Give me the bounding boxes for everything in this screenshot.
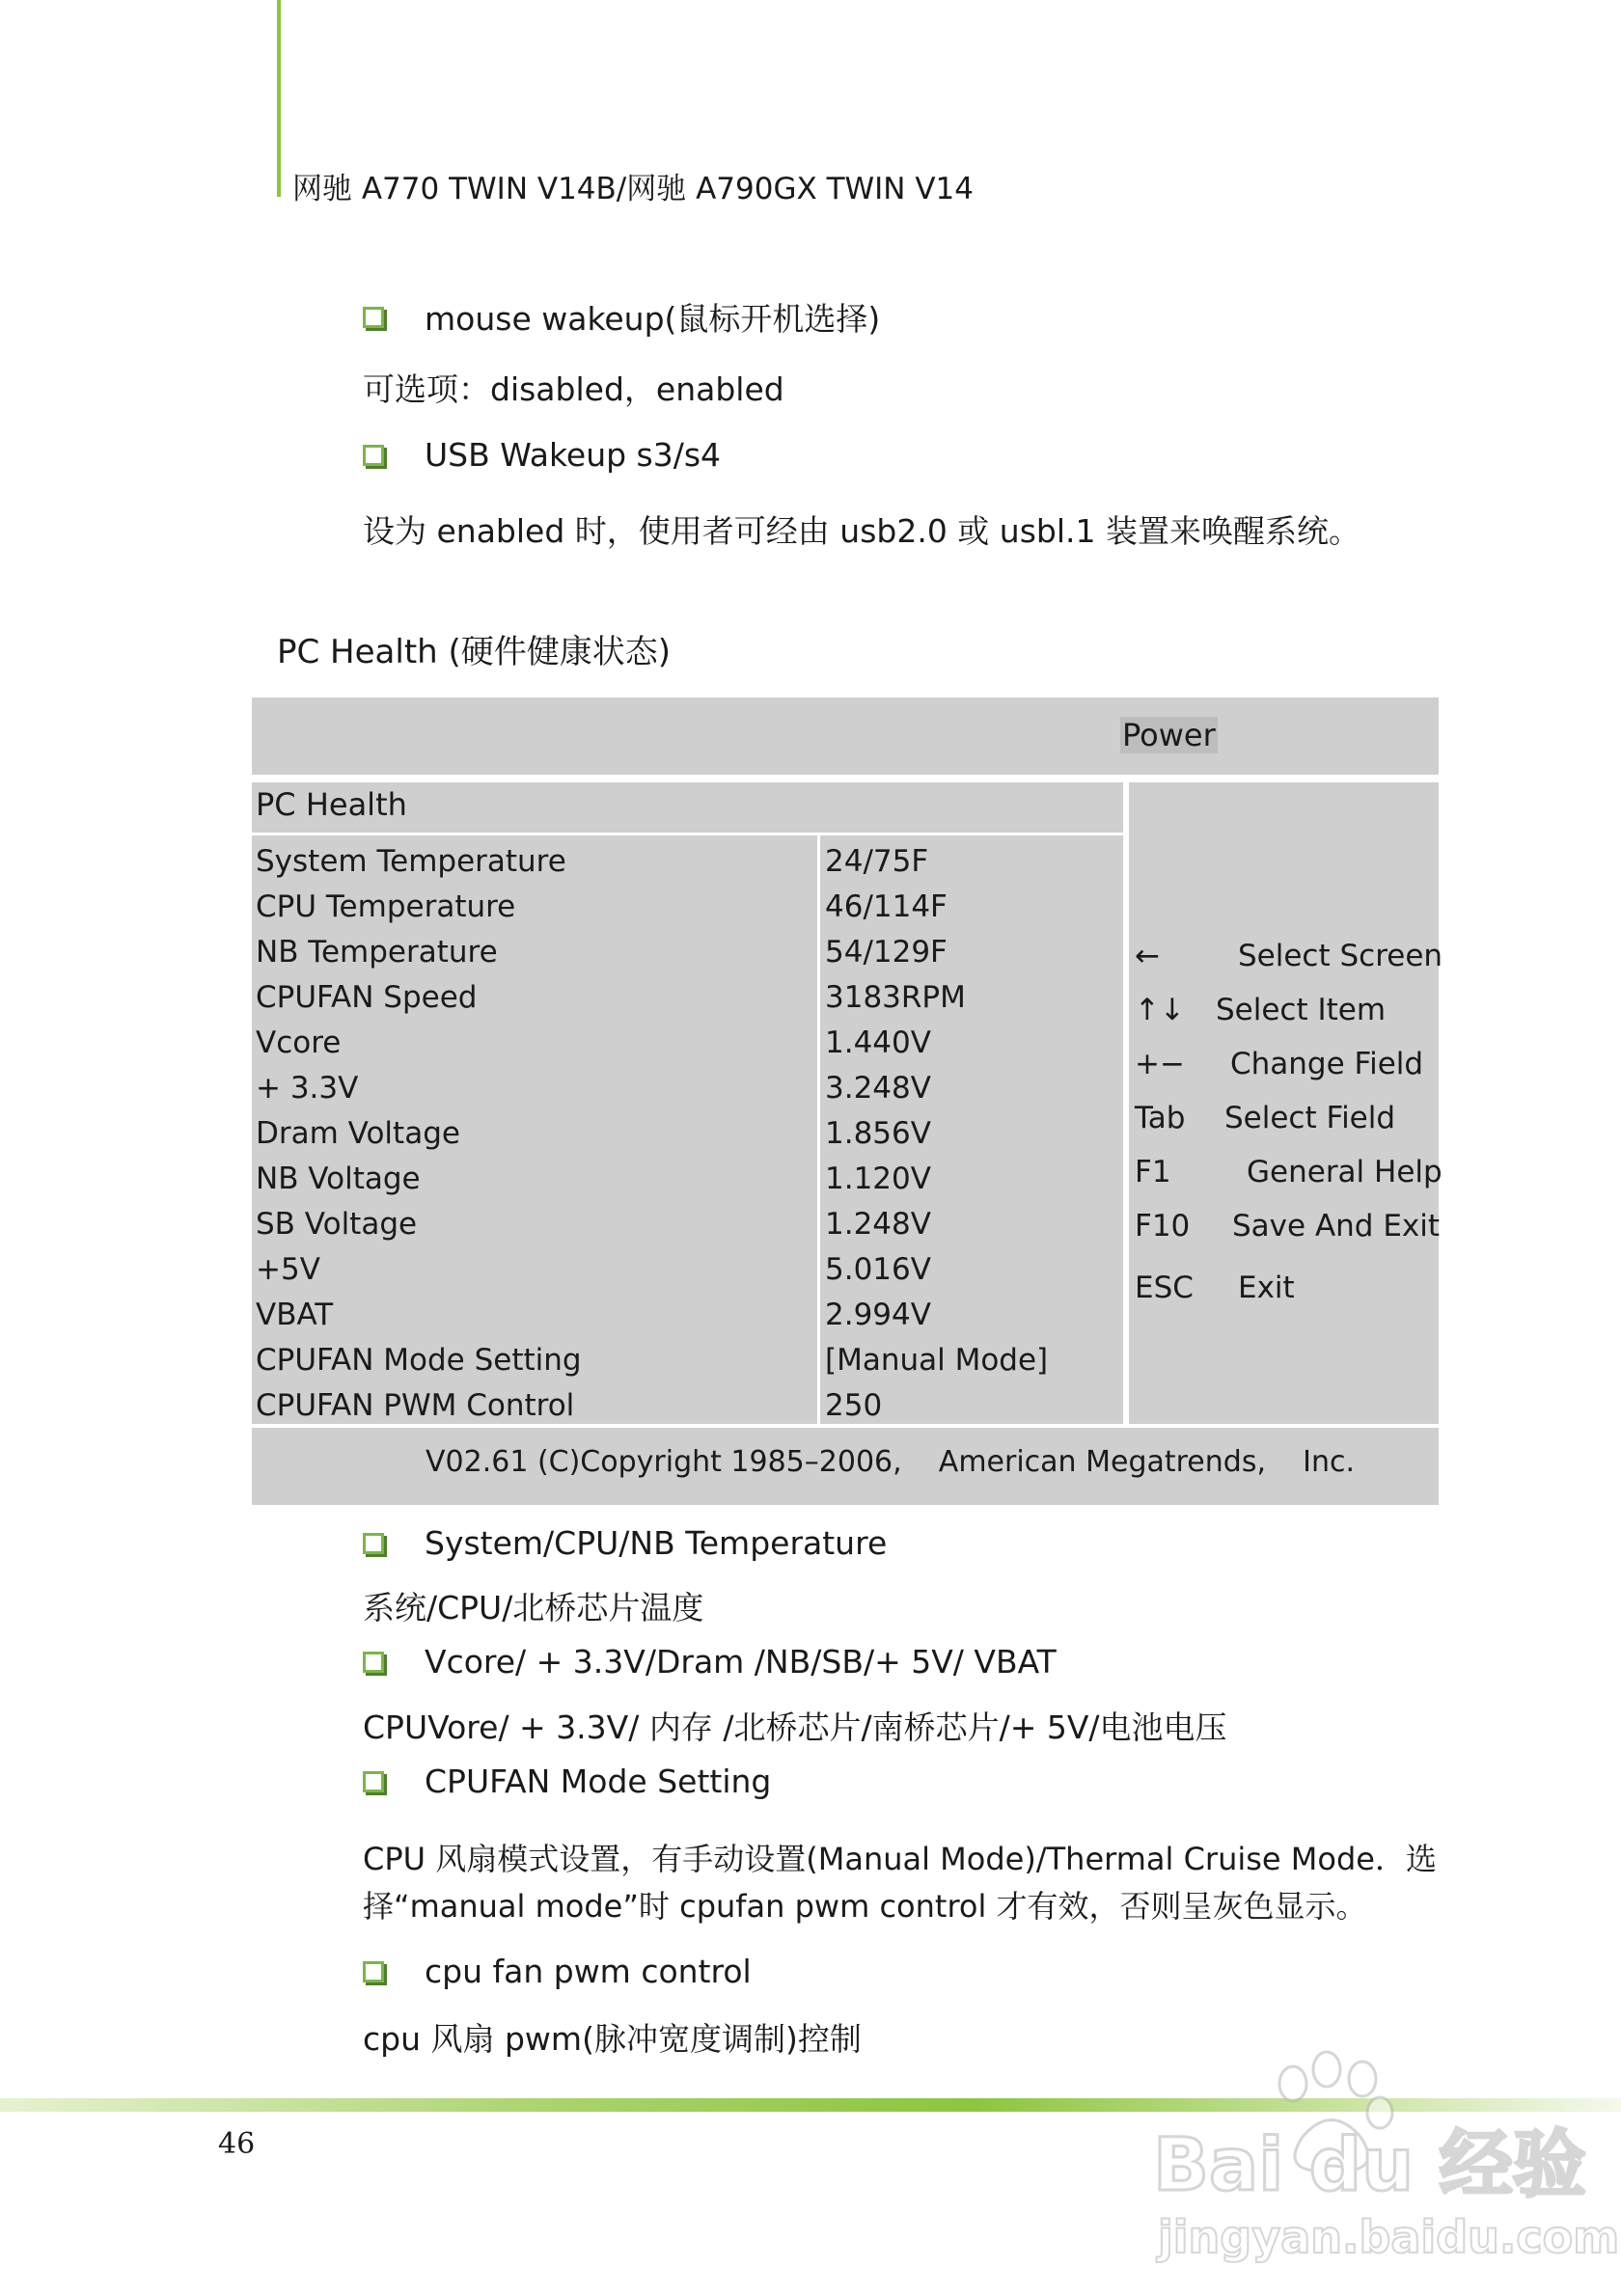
- mouse-wakeup-options: 可选项：disabled，enabled: [363, 370, 784, 408]
- row-value: 1.120V: [825, 1162, 931, 1196]
- checkbox-bullet-icon: [363, 307, 384, 328]
- bullet-voltages: [363, 1643, 1057, 1681]
- cpufan-mode-desc-line2: 择“manual mode”时 cpufan pwm control 才有效，否则呈灰色显示。: [363, 1888, 1367, 1925]
- row-value: 46/114F: [825, 889, 948, 924]
- row-label: NB Voltage: [256, 1162, 421, 1196]
- left-arrow-icon: ←: [1135, 939, 1160, 973]
- bullet-pwm-control: [363, 1953, 752, 1990]
- cpufan-mode-setting-value[interactable]: [Manual Mode]: [825, 1343, 1049, 1378]
- temperature-desc: 系统/CPU/北桥芯片温度: [363, 1589, 704, 1626]
- pwm-control-desc: cpu 风扇 pwm(脉冲宽度调制)控制: [363, 2020, 862, 2058]
- page-header-title: 网驰 A770 TWIN V14B/网驰 A790GX TWIN V14: [292, 172, 974, 206]
- bullet-text: mouse wakeup(鼠标开机选择): [425, 300, 881, 338]
- bios-main-panel: [252, 782, 1123, 1424]
- row-label: Dram Voltage: [256, 1116, 460, 1151]
- section-title: PC Health (硬件健康状态): [277, 633, 672, 671]
- row-value: 1.856V: [825, 1116, 931, 1151]
- checkbox-bullet-icon: [363, 445, 384, 466]
- row-value: 3.248V: [825, 1071, 931, 1106]
- watermark-brand: Bai du 经验: [1153, 2121, 1586, 2207]
- row-value: 1.440V: [825, 1025, 931, 1060]
- help-desc: Save And Exit: [1232, 1209, 1441, 1244]
- header-accent-bar: [277, 0, 281, 197]
- row-value: 54/129F: [825, 935, 948, 970]
- voltages-desc: CPUVore/ + 3.3V/ 内存 /北桥芯片/南桥芯片/+ 5V/电池电压: [363, 1708, 1227, 1746]
- row-label: NB Temperature: [256, 935, 498, 970]
- divider: [817, 835, 820, 1424]
- row-label: Vcore: [256, 1025, 342, 1060]
- watermark-url: jingyan.baidu.com: [1158, 2211, 1620, 2263]
- help-key: F1: [1135, 1155, 1171, 1189]
- cpufan-pwm-control-label[interactable]: CPUFAN PWM Control: [256, 1388, 575, 1423]
- bullet-temperature: [363, 1524, 887, 1562]
- bios-footer: [252, 1428, 1439, 1505]
- row-value: 5.016V: [825, 1252, 931, 1287]
- help-desc: Exit: [1238, 1271, 1295, 1305]
- checkbox-bullet-icon: [363, 1961, 384, 1982]
- page-number: 46: [218, 2127, 256, 2161]
- bullet-mouse-wakeup: [363, 294, 880, 340]
- row-value: 2.994V: [825, 1298, 931, 1332]
- checkbox-bullet-icon: [363, 1652, 384, 1673]
- bios-copyright: V02.61 (C)Copyright 1985–2006, American Megatrends, Inc.: [426, 1445, 1356, 1479]
- cpufan-mode-desc-line1: CPU 风扇模式设置，有手动设置(Manual Mode)/Thermal Cruise Mode．选: [363, 1841, 1437, 1877]
- bios-help-panel: [1129, 782, 1443, 1424]
- row-value: 1.248V: [825, 1207, 931, 1242]
- row-label: CPUFAN Speed: [256, 980, 478, 1015]
- bios-panel-title: PC Health: [256, 786, 407, 823]
- row-label: VBAT: [256, 1298, 334, 1332]
- baidu-paw-watermark-icon: [1148, 2045, 1620, 2267]
- usb-wakeup-desc: 设为 enabled 时，使用者可经由 usb2.0 或 usbl.1 装置来唤醒系统。: [363, 512, 1360, 550]
- help-key: ESC: [1135, 1271, 1194, 1305]
- row-label: CPU Temperature: [256, 889, 516, 924]
- row-label: System Temperature: [256, 844, 566, 879]
- checkbox-bullet-icon: [363, 1533, 384, 1554]
- bullet-text: cpu fan pwm control: [425, 1953, 752, 1990]
- bullet-usb-wakeup: [363, 436, 721, 474]
- bullet-text: CPUFAN Mode Setting: [425, 1763, 772, 1800]
- cpufan-pwm-control-value[interactable]: 250: [825, 1388, 883, 1423]
- cpufan-mode-setting-label[interactable]: CPUFAN Mode Setting: [256, 1343, 582, 1378]
- help-desc: Change Field: [1230, 1047, 1424, 1081]
- help-key: +−: [1135, 1047, 1185, 1081]
- help-desc: Select Screen: [1238, 939, 1443, 973]
- help-desc: Select Item: [1216, 993, 1387, 1027]
- bullet-text: USB Wakeup s3/s4: [425, 436, 722, 474]
- checkbox-bullet-icon: [363, 1771, 384, 1792]
- help-desc: Select Field: [1224, 1101, 1396, 1135]
- bullet-text: Vcore/ + 3.3V/Dram /NB/SB/+ 5V/ VBAT: [425, 1643, 1057, 1681]
- row-value: 24/75F: [825, 844, 929, 879]
- bullet-cpufan-mode: [363, 1763, 771, 1800]
- tab-power[interactable]: Power: [1122, 717, 1216, 753]
- row-label: + 3.3V: [256, 1071, 359, 1106]
- help-desc: General Help: [1247, 1155, 1442, 1189]
- row-value: 3183RPM: [825, 980, 966, 1015]
- bios-screen: [252, 697, 1443, 1505]
- bullet-text: System/CPU/NB Temperature: [425, 1524, 888, 1562]
- help-key: F10: [1135, 1209, 1191, 1244]
- help-key: Tab: [1135, 1101, 1186, 1135]
- up-down-arrow-icon: ↑↓: [1135, 993, 1185, 1027]
- row-label: SB Voltage: [256, 1207, 418, 1242]
- divider: [252, 833, 1123, 835]
- row-label: +5V: [256, 1252, 320, 1287]
- bios-top-bar: [252, 697, 1439, 775]
